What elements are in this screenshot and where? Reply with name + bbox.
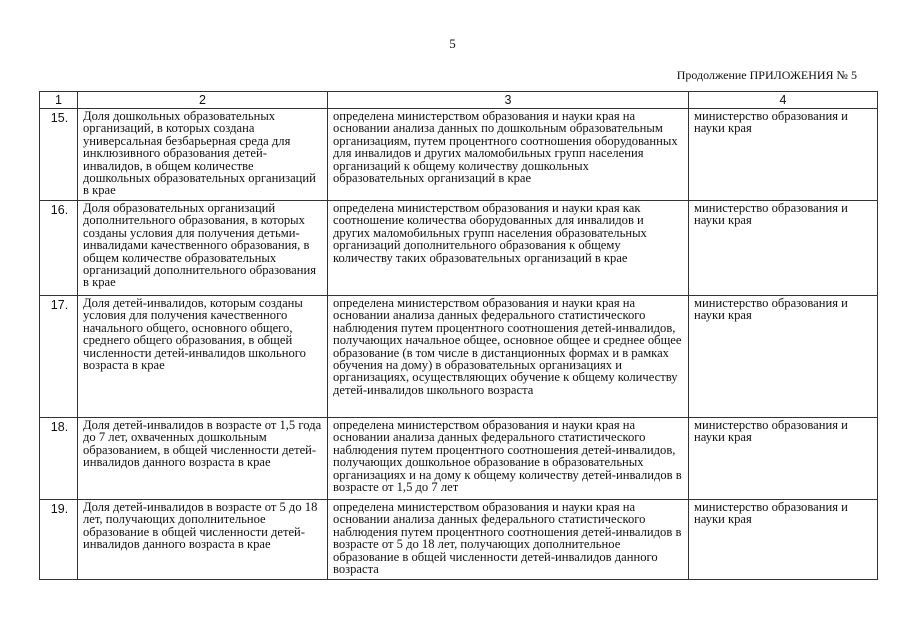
method-cell: определена министерством образования и науки края на основании анализа данных федерального статистического наблюдения путем процентного соотношения детей-инвалидов в возрасте от 5 до 18 лет, получающих дополнительное образование в общей численности детей-инвалидов данного возраста [328, 500, 689, 580]
header-col-3: 3 [328, 92, 689, 109]
row-number: 19. [40, 500, 78, 580]
indicator-cell: Доля детей-инвалидов, которым созданы условия для получения качественного начального общего, основного общего, среднего общего образования, в общей численности детей-инвалидов школьного возраста в крае [78, 296, 328, 418]
table-row [40, 296, 878, 418]
table-row [40, 201, 878, 296]
header-col-1: 1 [40, 92, 78, 109]
table-row [40, 418, 878, 500]
method-cell: определена министерством образования и науки края на основании анализа данных федерального статистического наблюдения путем процентного соотношения детей-инвалидов, получающих начальное общее, основное общее и среднее общее образование (в том числе в дистанционных формах и в рамках обучения на дому) в образовательных организациях и организациях, осуществляющих обучение к общему количеству детей-инвалидов школьного возраста [328, 296, 689, 418]
page-number: 5 [449, 36, 456, 51]
row-number: 18. [40, 418, 78, 500]
table-row [40, 500, 878, 580]
responsible-cell: министерство образования и науки края [689, 418, 878, 500]
responsible-cell: министерство образования и науки края [689, 500, 878, 580]
table-row [40, 109, 878, 201]
indicators-table [39, 91, 878, 580]
indicator-cell: Доля образовательных организаций дополнительного образования, в которых созданы условия для получения детьми-инвалидами качественного образования, в общем количестве образовательных организаций дополнительного образования в крае [78, 201, 328, 296]
responsible-cell: министерство образования и науки края [689, 296, 878, 418]
header-col-2: 2 [78, 92, 328, 109]
table-header-row [40, 92, 878, 109]
method-cell: определена министерством образования и науки края как соотношение количества оборудованных для инвалидов и других маломобильных групп населения образовательных организаций дополнительного образования к общему количеству таких образовательных организаций в крае [328, 201, 689, 296]
method-cell: определена министерством образования и науки края на основании анализа данных федерального статистического наблюдения путем процентного соотношения детей-инвалидов, получающих дошкольное образование в образовательных организациях и на дому к общему количеству детей-инвалидов в возрасте от 1,5 до 7 лет [328, 418, 689, 500]
indicator-cell: Доля детей-инвалидов в возрасте от 5 до 18 лет, получающих дополнительное образование в общей численности детей-инвалидов данного возраста в крае [78, 500, 328, 580]
indicator-cell: Доля детей-инвалидов в возрасте от 1,5 года до 7 лет, охваченных дошкольным образованием, в общей численности детей-инвалидов данного возраста в крае [78, 418, 328, 500]
indicator-cell: Доля дошкольных образовательных организаций, в которых создана универсальная безбарьерная среда для инклюзивного образования детей-инвалидов, в общем количестве дошкольных образовательных организаций в крае [78, 109, 328, 201]
method-cell: определена министерством образования и науки края на основании анализа данных по дошкольным образовательным организациям, путем процентного соотношения оборудованных для инвалидов и других маломобильных групп населения организаций к общему количеству дошкольных образовательных организаций в крае [328, 109, 689, 201]
responsible-cell: министерство образования и науки края [689, 109, 878, 201]
header-col-4: 4 [689, 92, 878, 109]
row-number: 15. [40, 109, 78, 201]
row-number: 16. [40, 201, 78, 296]
continuation-label: Продолжение ПРИЛОЖЕНИЯ № 5 [676, 68, 857, 82]
responsible-cell: министерство образования и науки края [689, 201, 878, 296]
row-number: 17. [40, 296, 78, 418]
